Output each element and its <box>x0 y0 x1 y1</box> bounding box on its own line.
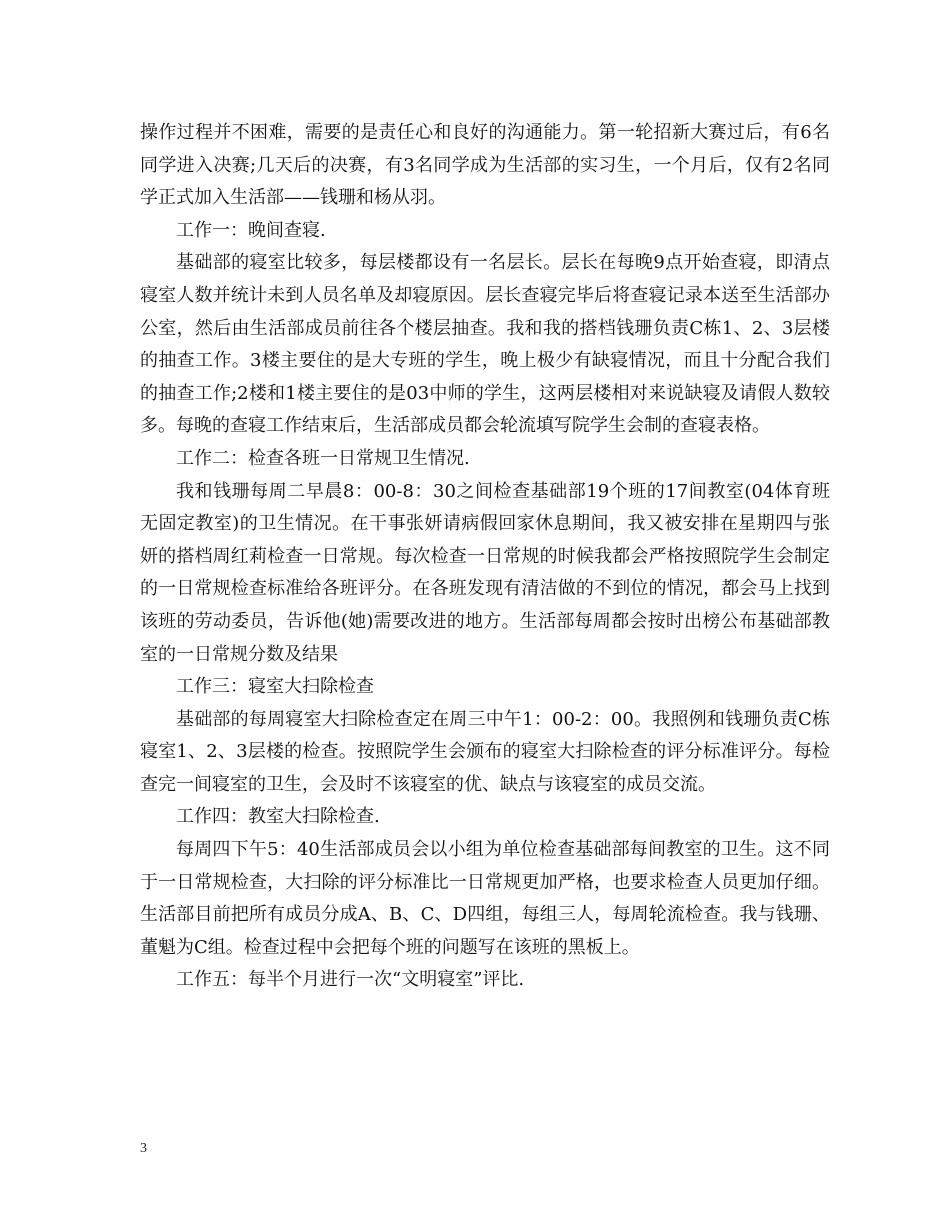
paragraph-task-three: 基础部的每周寝室大扫除检查定在周三中午1：00-2：00。我照例和钱珊负责C栋寝室1、2、3层楼的检查。按照院学生会颁布的寝室大扫除检查的评分标准评分。每检查完一间寝室的卫生，会及时不该寝室的优、缺点与该寝室的成员交流。 <box>140 708 830 795</box>
heading-task-one: 工作一：晚间查寝. <box>176 219 326 241</box>
heading-task-five: 工作五：每半个月进行一次“文明寝室”评比. <box>176 969 525 991</box>
heading-task-three: 工作三：寝室大扫除检查 <box>176 676 374 698</box>
page-number: 3 <box>140 1141 147 1156</box>
paragraph-task-four: 每周四下午5：40生活部成员会以小组为单位检查基础部每间教室的卫生。这不同于一日常规检查，大扫除的评分标准比一日常规更加严格，也要求检查人员更加仔细。生活部目前把所有成员分成A、B、C、D四组，每组三人，每周轮流检查。我与钱珊、董魁为C组。检查过程中会把每个班的问题写在该班的黑板上。 <box>140 839 830 958</box>
document-body <box>140 117 830 997</box>
paragraph-task-two: 我和钱珊每周二早晨8：00-8：30之间检查基础部19个班的17间教室(04体育班无固定教室)的卫生情况。在干事张妍请病假回家休息期间，我又被安排在星期四与张妍的搭档周红莉检查一日常规。每次检查一日常规的时候我都会严格按照院学生会制定的一日常规检查标准给各班评分。在各班发现有清洁做的不到位的情况，都会马上找到该班的劳动委员，告诉他(她)需要改进的地方。生活部每周都会按时出榜公布基础部教室的一日常规分数及结果 <box>140 480 830 665</box>
paragraph-intro-continued: 操作过程并不困难，需要的是责任心和良好的沟通能力。第一轮招新大赛过后，有6名同学进入决赛;几天后的决赛，有3名同学成为生活部的实习生，一个月后，仅有2名同学正式加入生活部——钱珊和杨从羽。 <box>140 122 830 209</box>
paragraph-task-one: 基础部的寝室比较多，每层楼都设有一名层长。层长在每晚9点开始查寝，即清点寝室人数并统计未到人员名单及却寝原因。层长查寝完毕后将查寝记录本送至生活部办公室，然后由生活部成员前往各个楼层抽查。我和我的搭档钱珊负责C栋1、2、3层楼的抽查工作。3楼主要住的是大专班的学生，晚上极少有缺寝情况，而且十分配合我们的抽查工作;2楼和1楼主要住的是03中师的学生，这两层楼相对来说缺寝及请假人数较多。每晚的查寝工作结束后，生活部成员都会轮流填写院学生会制的查寝表格。 <box>140 252 830 437</box>
heading-task-two: 工作二：检查各班一日常规卫生情况. <box>176 447 470 469</box>
heading-task-four: 工作四：教室大扫除检查. <box>176 806 380 828</box>
